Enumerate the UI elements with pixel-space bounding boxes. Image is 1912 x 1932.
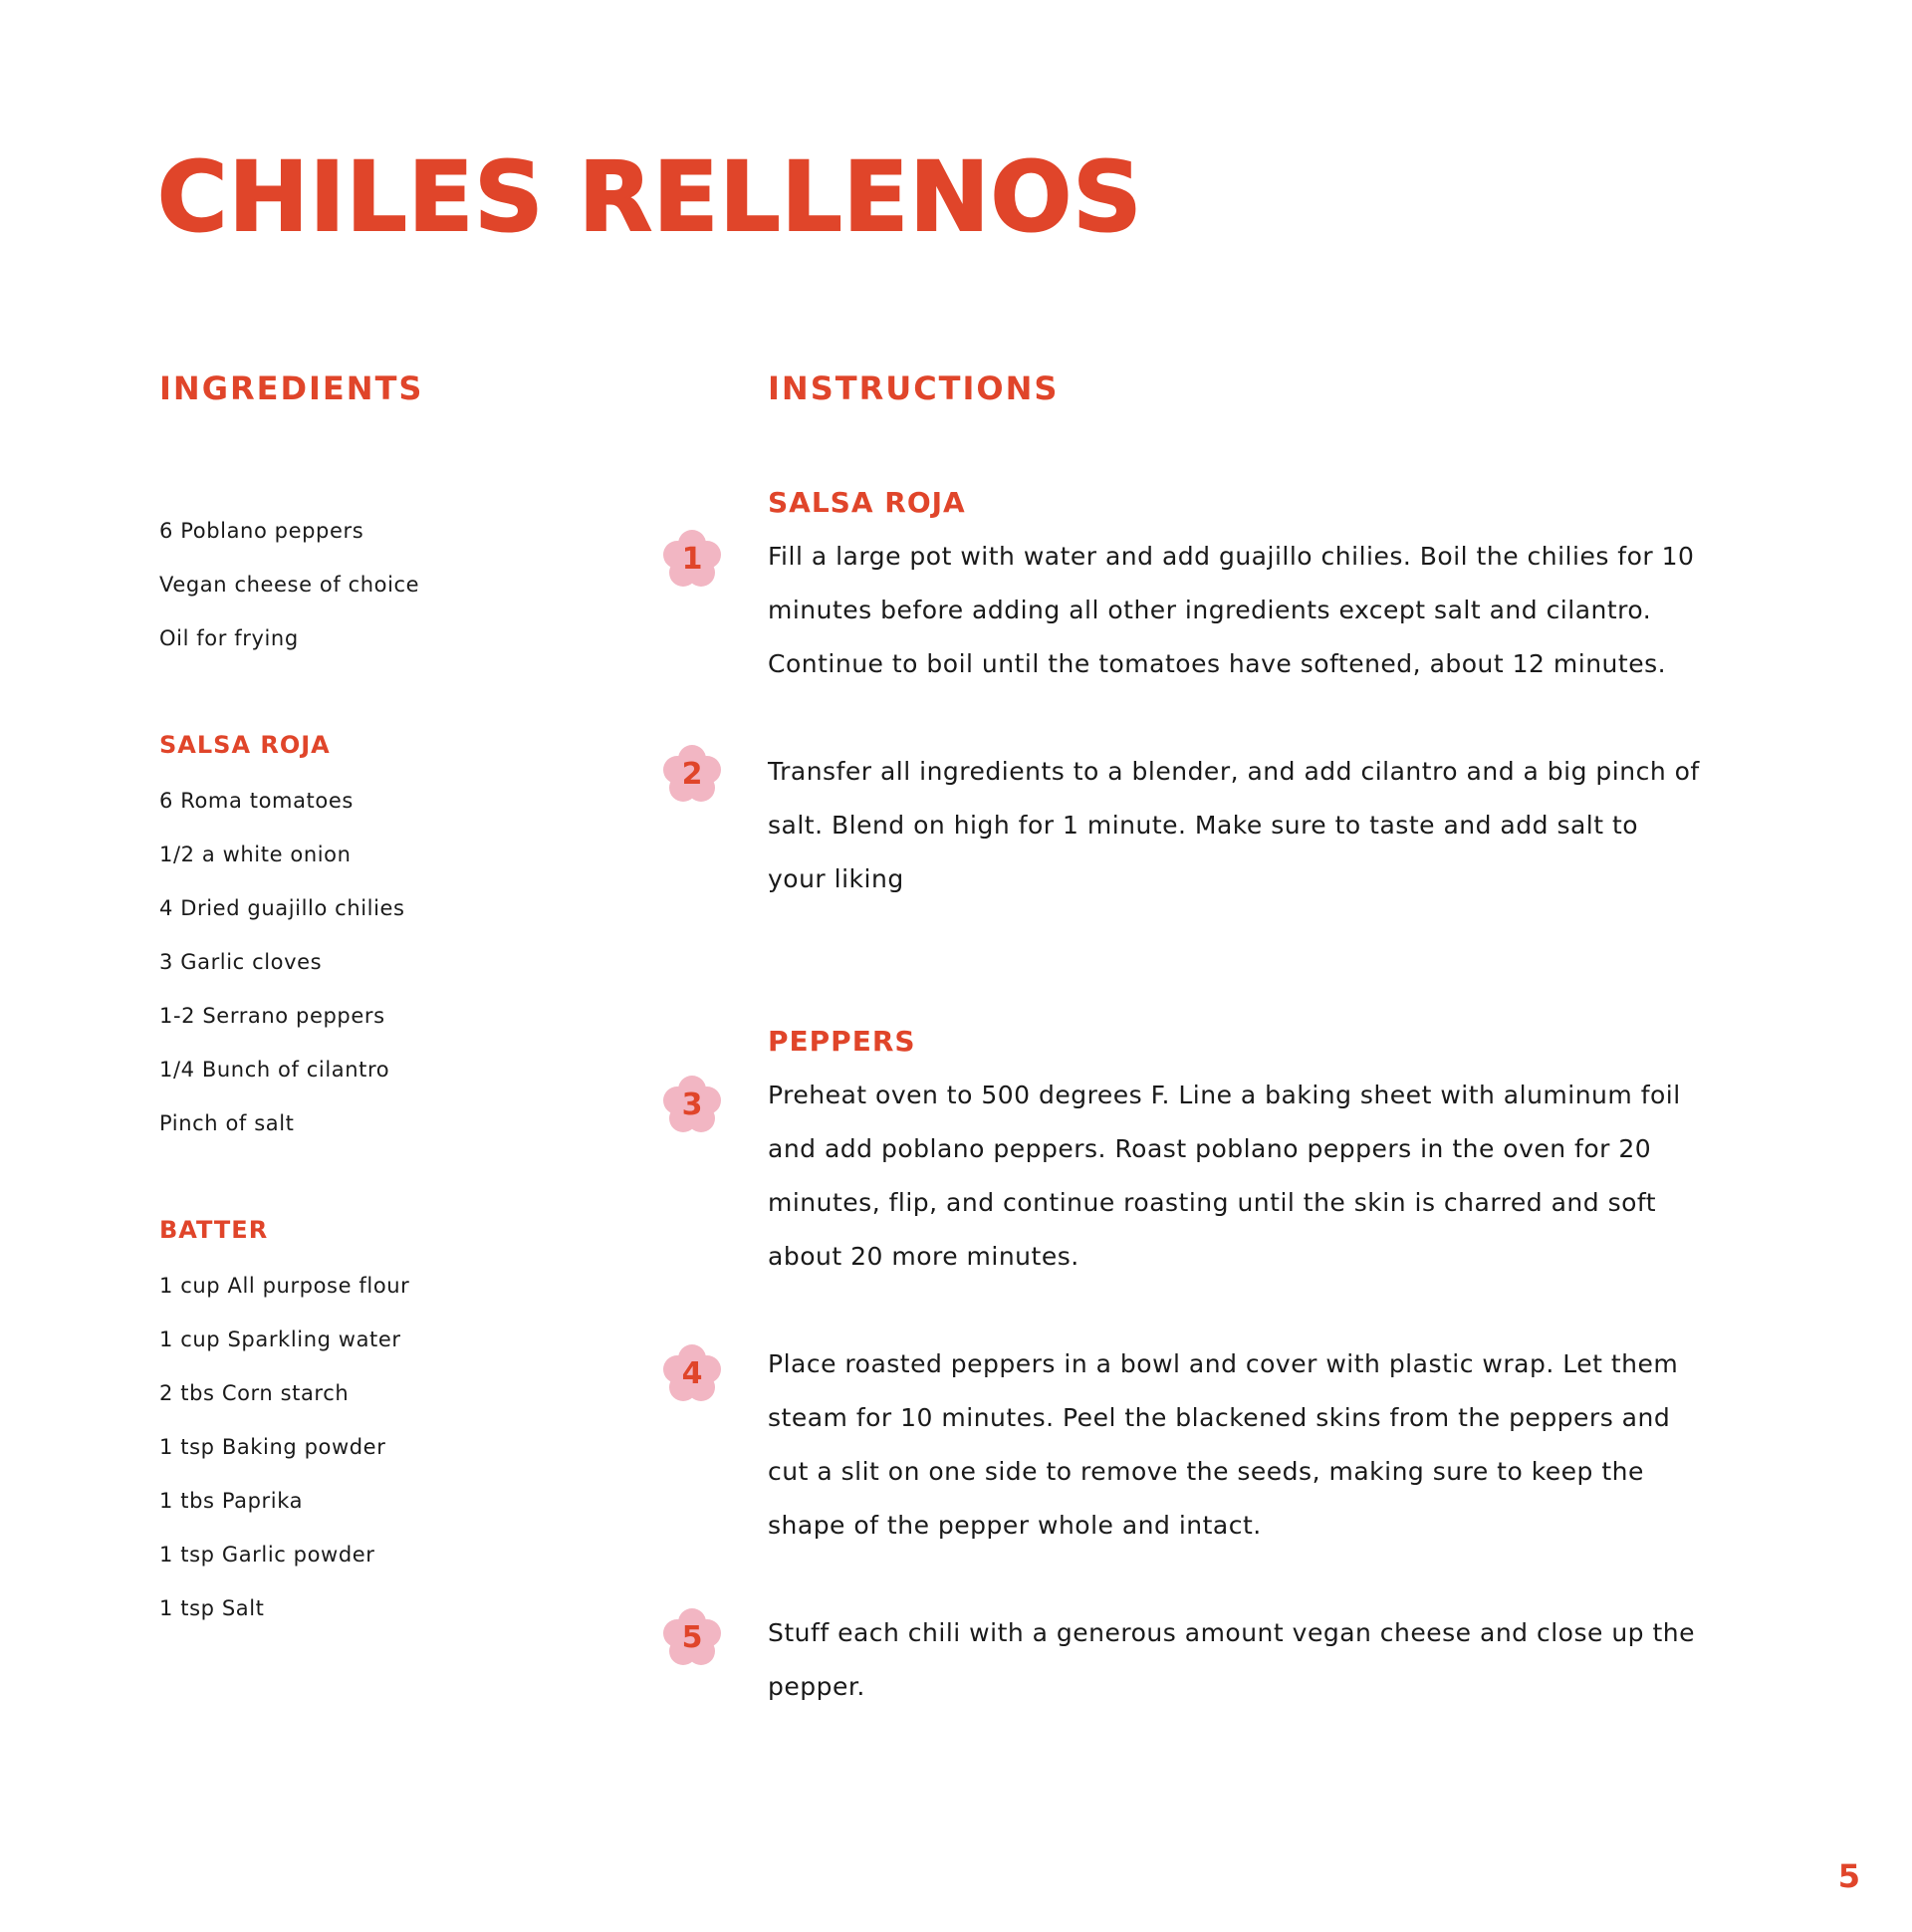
list-item: Pinch of salt	[159, 1111, 295, 1135]
list-item: 1-2 Serrano peppers	[159, 1004, 385, 1028]
list-item: Vegan cheese of choice	[159, 573, 420, 597]
step-badge	[658, 1604, 726, 1672]
list-item: 4 Dried guajillo chilies	[159, 896, 405, 920]
list-item: 3 Garlic cloves	[159, 950, 323, 974]
step-badge	[658, 526, 726, 594]
list-item: 1 tbs Paprika	[159, 1489, 304, 1513]
list-item: 1 cup Sparkling water	[159, 1328, 401, 1351]
step-badge	[658, 1072, 726, 1139]
step-text: Preheat oven to 500 degrees F. Line a baking sheet with aluminum foil and add poblano peppers. Roast poblano peppers in the oven for 20 minutes, flip, and continue roasting until the skin is charred and soft about 20 more minutes.	[768, 1081, 1681, 1271]
instructions-heading: INSTRUCTIONS	[768, 369, 1060, 407]
ingredients-batter-heading: BATTER	[159, 1216, 269, 1244]
list-item: 1 tsp Salt	[159, 1596, 265, 1620]
step-text: Place roasted peppers in a bowl and cover with plastic wrap. Let them steam for 10 minutes. Peel the blackened skins from the peppers and cut a slit on one side to remove the seeds, making sure to keep the shape of the pepper whole and intact.	[768, 1349, 1679, 1540]
ingredients-heading: INGREDIENTS	[159, 369, 424, 407]
list-item: 1 tsp Baking powder	[159, 1435, 386, 1459]
instructions-salsa-heading: SALSA ROJA	[768, 486, 966, 519]
step-number: 1	[681, 542, 703, 577]
step-badge	[658, 741, 726, 809]
list-item: 1/2 a white onion	[159, 843, 352, 866]
list-item: 6 Poblano peppers	[159, 519, 364, 543]
ingredients-batter-list	[159, 1259, 409, 1635]
step-number: 5	[681, 1620, 703, 1655]
step-text: Transfer all ingredients to a blender, and add cilantro and a big pinch of salt. Blend on high for 1 minute. Make sure to taste and add salt to your liking	[768, 757, 1700, 893]
step-number: 3	[681, 1087, 703, 1122]
ingredients-main-list	[159, 504, 419, 665]
step-badge	[658, 1340, 726, 1408]
instructions-peppers-heading: PEPPERS	[768, 1025, 916, 1058]
step-number: 2	[681, 757, 703, 792]
list-item: 1/4 Bunch of cilantro	[159, 1058, 390, 1082]
step-text: Stuff each chili with a generous amount vegan cheese and close up the pepper.	[768, 1618, 1696, 1701]
step-number: 4	[681, 1356, 703, 1391]
list-item: 1 tsp Garlic powder	[159, 1543, 375, 1567]
page-title: CHILES RELLENOS	[157, 141, 1143, 253]
ingredients-salsa-list	[159, 774, 405, 1150]
list-item: Oil for frying	[159, 626, 299, 650]
ingredients-salsa-heading: SALSA ROJA	[159, 731, 331, 759]
list-item: 1 cup All purpose flour	[159, 1274, 410, 1298]
step-text: Fill a large pot with water and add guajillo chilies. Boil the chilies for 10 minutes before adding all other ingredients except salt and cilantro. Continue to boil until the tomatoes have softened, about 12 minutes.	[768, 542, 1695, 678]
page-number: 5	[1837, 1857, 1860, 1895]
list-item: 2 tbs Corn starch	[159, 1381, 350, 1405]
list-item: 6 Roma tomatoes	[159, 789, 354, 813]
